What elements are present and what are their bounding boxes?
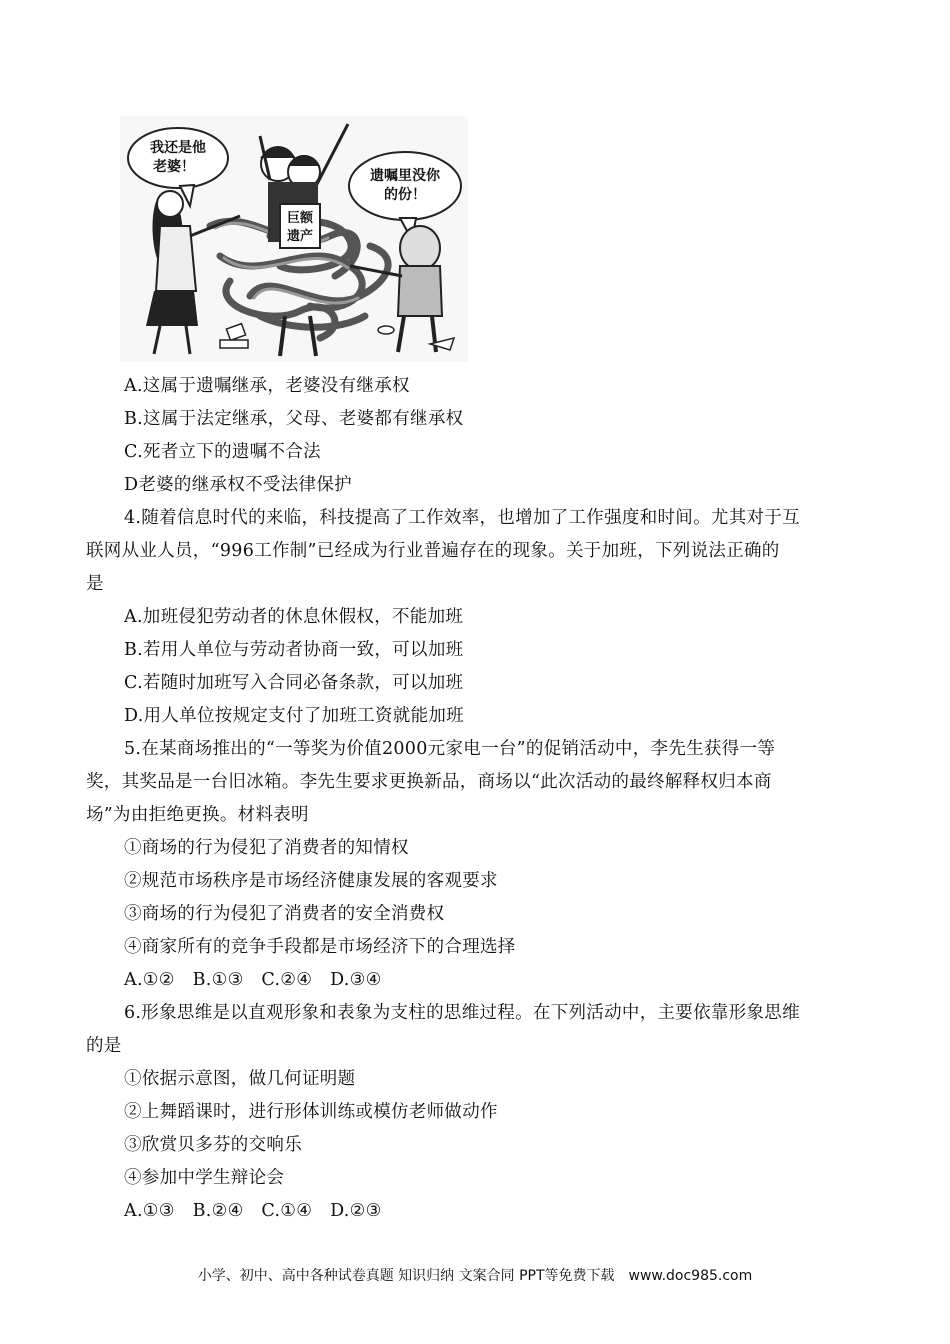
inheritance-cartoon xyxy=(120,116,468,362)
q6-choices: A.①③ B.②④ C.①④ D.②③ xyxy=(124,1201,382,1221)
q4-stem-line: 联网从业人员，“996工作制”已经成为行业普遍存在的现象。关于加班，下列说法正确的 xyxy=(86,541,780,561)
estate-sign xyxy=(280,204,320,248)
footer-text: 小学、初中、高中各种试卷真题 知识归纳 文案合同 PPT等免费下载 xyxy=(197,1268,615,1284)
q4-option-c: C.若随时加班写入合同必备条款，可以加班 xyxy=(124,673,464,693)
svg-text:遗嘱里没你: 遗嘱里没你 xyxy=(370,168,440,184)
q4-option-d: D.用人单位按规定支付了加班工资就能加班 xyxy=(124,706,464,726)
q6-stem-line: 的是 xyxy=(86,1036,122,1056)
q5-statement-4: ④商家所有的竞争手段都是市场经济下的合理选择 xyxy=(124,937,516,957)
q3-option-c: C.死者立下的遗嘱不合法 xyxy=(124,442,321,462)
footer-site-link[interactable]: www.doc985.com xyxy=(628,1268,753,1284)
q4-stem-line: 是 xyxy=(86,574,104,594)
svg-text:巨额: 巨额 xyxy=(286,211,314,226)
q5-stem-line: 奖，其奖品是一台旧冰箱。李先生要求更换新品，商场以“此次活动的最终解释权归本商 xyxy=(86,772,772,792)
svg-text:遗产: 遗产 xyxy=(286,229,314,244)
q3-option-d: D老婆的继承权不受法律保护 xyxy=(124,475,352,495)
q5-statement-1: ①商场的行为侵犯了消费者的知情权 xyxy=(124,838,409,858)
q4-option-a: A.加班侵犯劳动者的休息休假权，不能加班 xyxy=(124,607,464,627)
q6-statement-3: ③欣赏贝多芬的交响乐 xyxy=(124,1135,302,1155)
svg-text:的份！: 的份！ xyxy=(384,187,426,203)
q4-stem-line: 4.随着信息时代的来临，科技提高了工作效率，也增加了工作强度和时间。尤其对于互 xyxy=(124,508,800,528)
q5-stem-line: 场”为由拒绝更换。材料表明 xyxy=(86,805,309,825)
q6-statement-1: ①依据示意图，做几何证明题 xyxy=(124,1069,356,1089)
page-footer xyxy=(0,1266,950,1286)
q5-stem-line: 5.在某商场推出的“一等奖为价值2000元家电一台”的促销活动中，李先生获得一等 xyxy=(124,739,776,759)
q6-statement-2: ②上舞蹈课时，进行形体训练或模仿老师做动作 xyxy=(124,1102,498,1122)
svg-text:我还是他: 我还是他 xyxy=(150,140,206,156)
q5-statement-2: ②规范市场秩序是市场经济健康发展的客观要求 xyxy=(124,871,498,891)
q5-statement-3: ③商场的行为侵犯了消费者的安全消费权 xyxy=(124,904,445,924)
q6-stem-line: 6.形象思维是以直观形象和表象为支柱的思维过程。在下列活动中，主要依靠形象思维 xyxy=(124,1003,800,1023)
q6-statement-4: ④参加中学生辩论会 xyxy=(124,1168,285,1188)
q3-option-b: B.这属于法定继承，父母、老婆都有继承权 xyxy=(124,409,464,429)
q5-choices: A.①② B.①③ C.②④ D.③④ xyxy=(124,970,382,990)
q3-option-a: A.这属于遗嘱继承，老婆没有继承权 xyxy=(124,376,410,396)
svg-text:老婆！: 老婆！ xyxy=(153,159,195,175)
q4-option-b: B.若用人单位与劳动者协商一致，可以加班 xyxy=(124,640,464,660)
